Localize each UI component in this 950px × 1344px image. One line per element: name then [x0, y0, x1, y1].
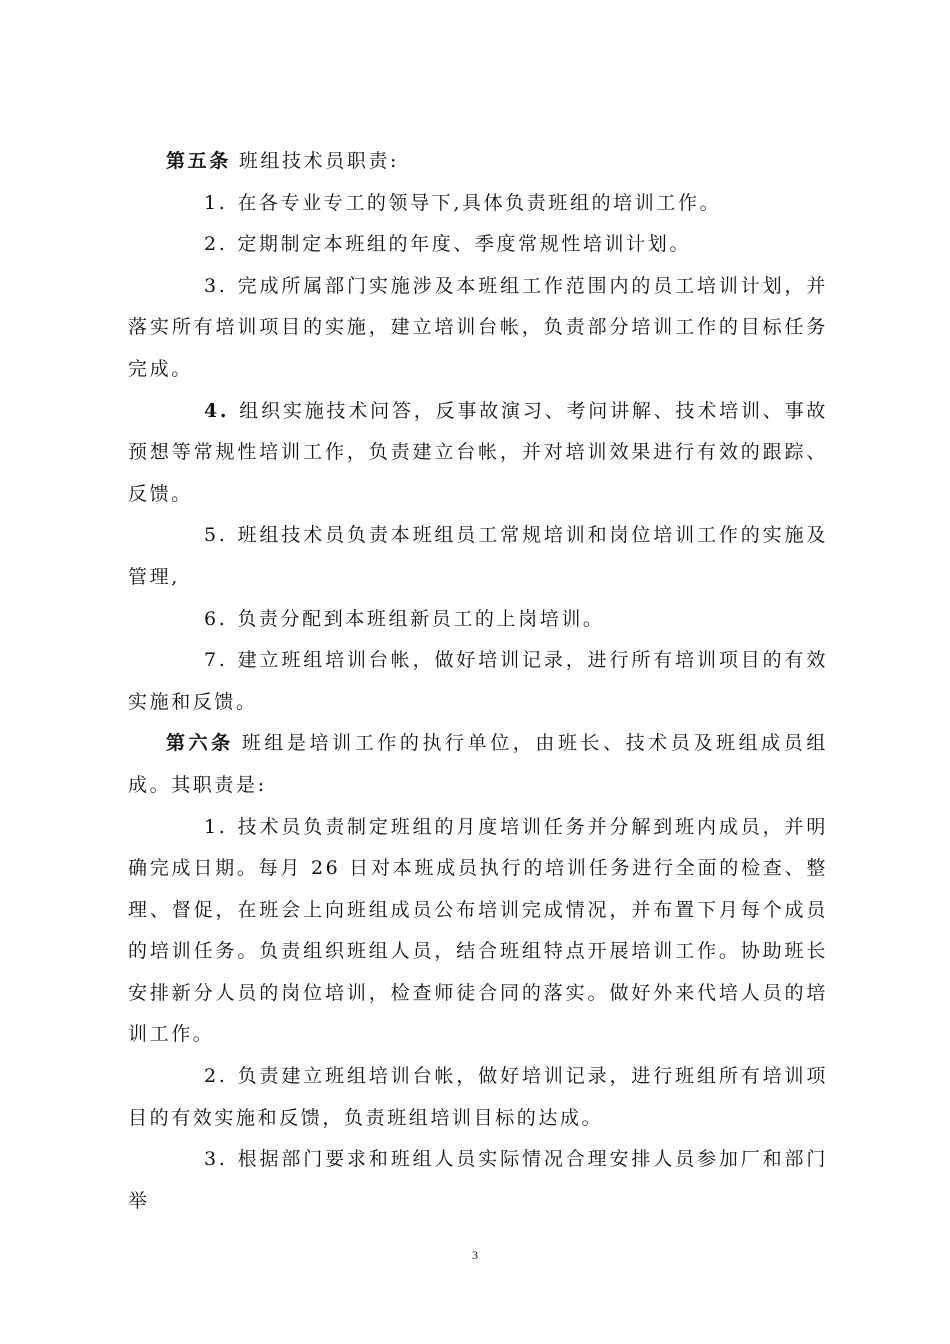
- article-6-item: [128, 1139, 828, 1222]
- article-6-item: [128, 807, 828, 1057]
- item-text: 负责分配到本班组新员工的上岗培训。: [237, 607, 605, 630]
- item-text: 班组技术员负责本班组员工常规培训和岗位培训工作的实施及管理,: [128, 524, 828, 588]
- article-5-item: [128, 266, 828, 391]
- article-5-heading: [128, 141, 828, 183]
- article-6-title: 班组是培训工作的执行单位，由班长、技术员及班组成员组成。其职责是:: [128, 732, 828, 796]
- article-5-label: 第五条: [166, 150, 231, 172]
- document-body: [128, 141, 828, 1222]
- item-number: 5.: [204, 524, 228, 547]
- item-number: 3.: [204, 274, 228, 297]
- article-6-heading: [128, 723, 828, 806]
- article-5-item: [128, 183, 828, 225]
- article-5-item: [128, 224, 828, 266]
- item-text: 根据部门要求和班组人员实际情况合理安排人员参加厂和部门举: [128, 1148, 828, 1212]
- item-text: 建立班组培训台帐，做好培训记录，进行所有培训项目的有效实施和反馈。: [128, 649, 828, 713]
- article-6-item: [128, 1056, 828, 1139]
- item-number: 7.: [204, 649, 228, 672]
- item-number: 2.: [204, 1065, 228, 1088]
- item-text: 定期制定本班组的年度、季度常规性培训计划。: [237, 233, 691, 256]
- item-number: 3.: [204, 1148, 228, 1171]
- item-number: 6.: [204, 607, 228, 630]
- item-number: 2.: [204, 233, 228, 256]
- item-number: 1.: [204, 815, 228, 838]
- article-5-item: [128, 640, 828, 723]
- article-5-item: [128, 599, 828, 641]
- article-6-label: 第六条: [166, 732, 234, 755]
- article-5-title: 班组技术员职责:: [238, 150, 400, 172]
- item-number: 4.: [204, 399, 230, 422]
- item-text: 负责建立班组培训台帐，做好培训记录，进行班组所有培训项目的有效实施和反馈，负责班组培训目标的达成。: [128, 1065, 828, 1129]
- item-text: 在各专业专工的领导下,具体负责班组的培训工作。: [237, 191, 722, 214]
- article-5-item: [128, 391, 828, 516]
- item-text: 技术员负责制定班组的月度培训任务并分解到班内成员，并明确完成日期。每月 26 日对本班成员执行的培训任务进行全面的检查、整理、督促，在班会上向班组成员公布培训完成情况，并布置下月每个成员的培训任务。负责组织班组人员，结合班组特点开展培训工作。协助班长安排新分人员的岗位培训，检查师徒合同的落实。做好外来代培人员的培训工作。: [128, 815, 828, 1046]
- item-number: 1.: [204, 191, 228, 214]
- page-number: 3: [472, 1248, 478, 1262]
- article-5-item: [128, 515, 828, 598]
- item-text: 组织实施技术问答，反事故演习、考问讲解、技术培训、事故预想等常规性培训工作，负责建立台帐，并对培训效果进行有效的跟踪、反馈。: [128, 399, 828, 505]
- item-text: 完成所属部门实施涉及本班组工作范围内的员工培训计划，并落实所有培训项目的实施，建立培训台帐，负责部分培训工作的目标任务完成。: [128, 274, 828, 380]
